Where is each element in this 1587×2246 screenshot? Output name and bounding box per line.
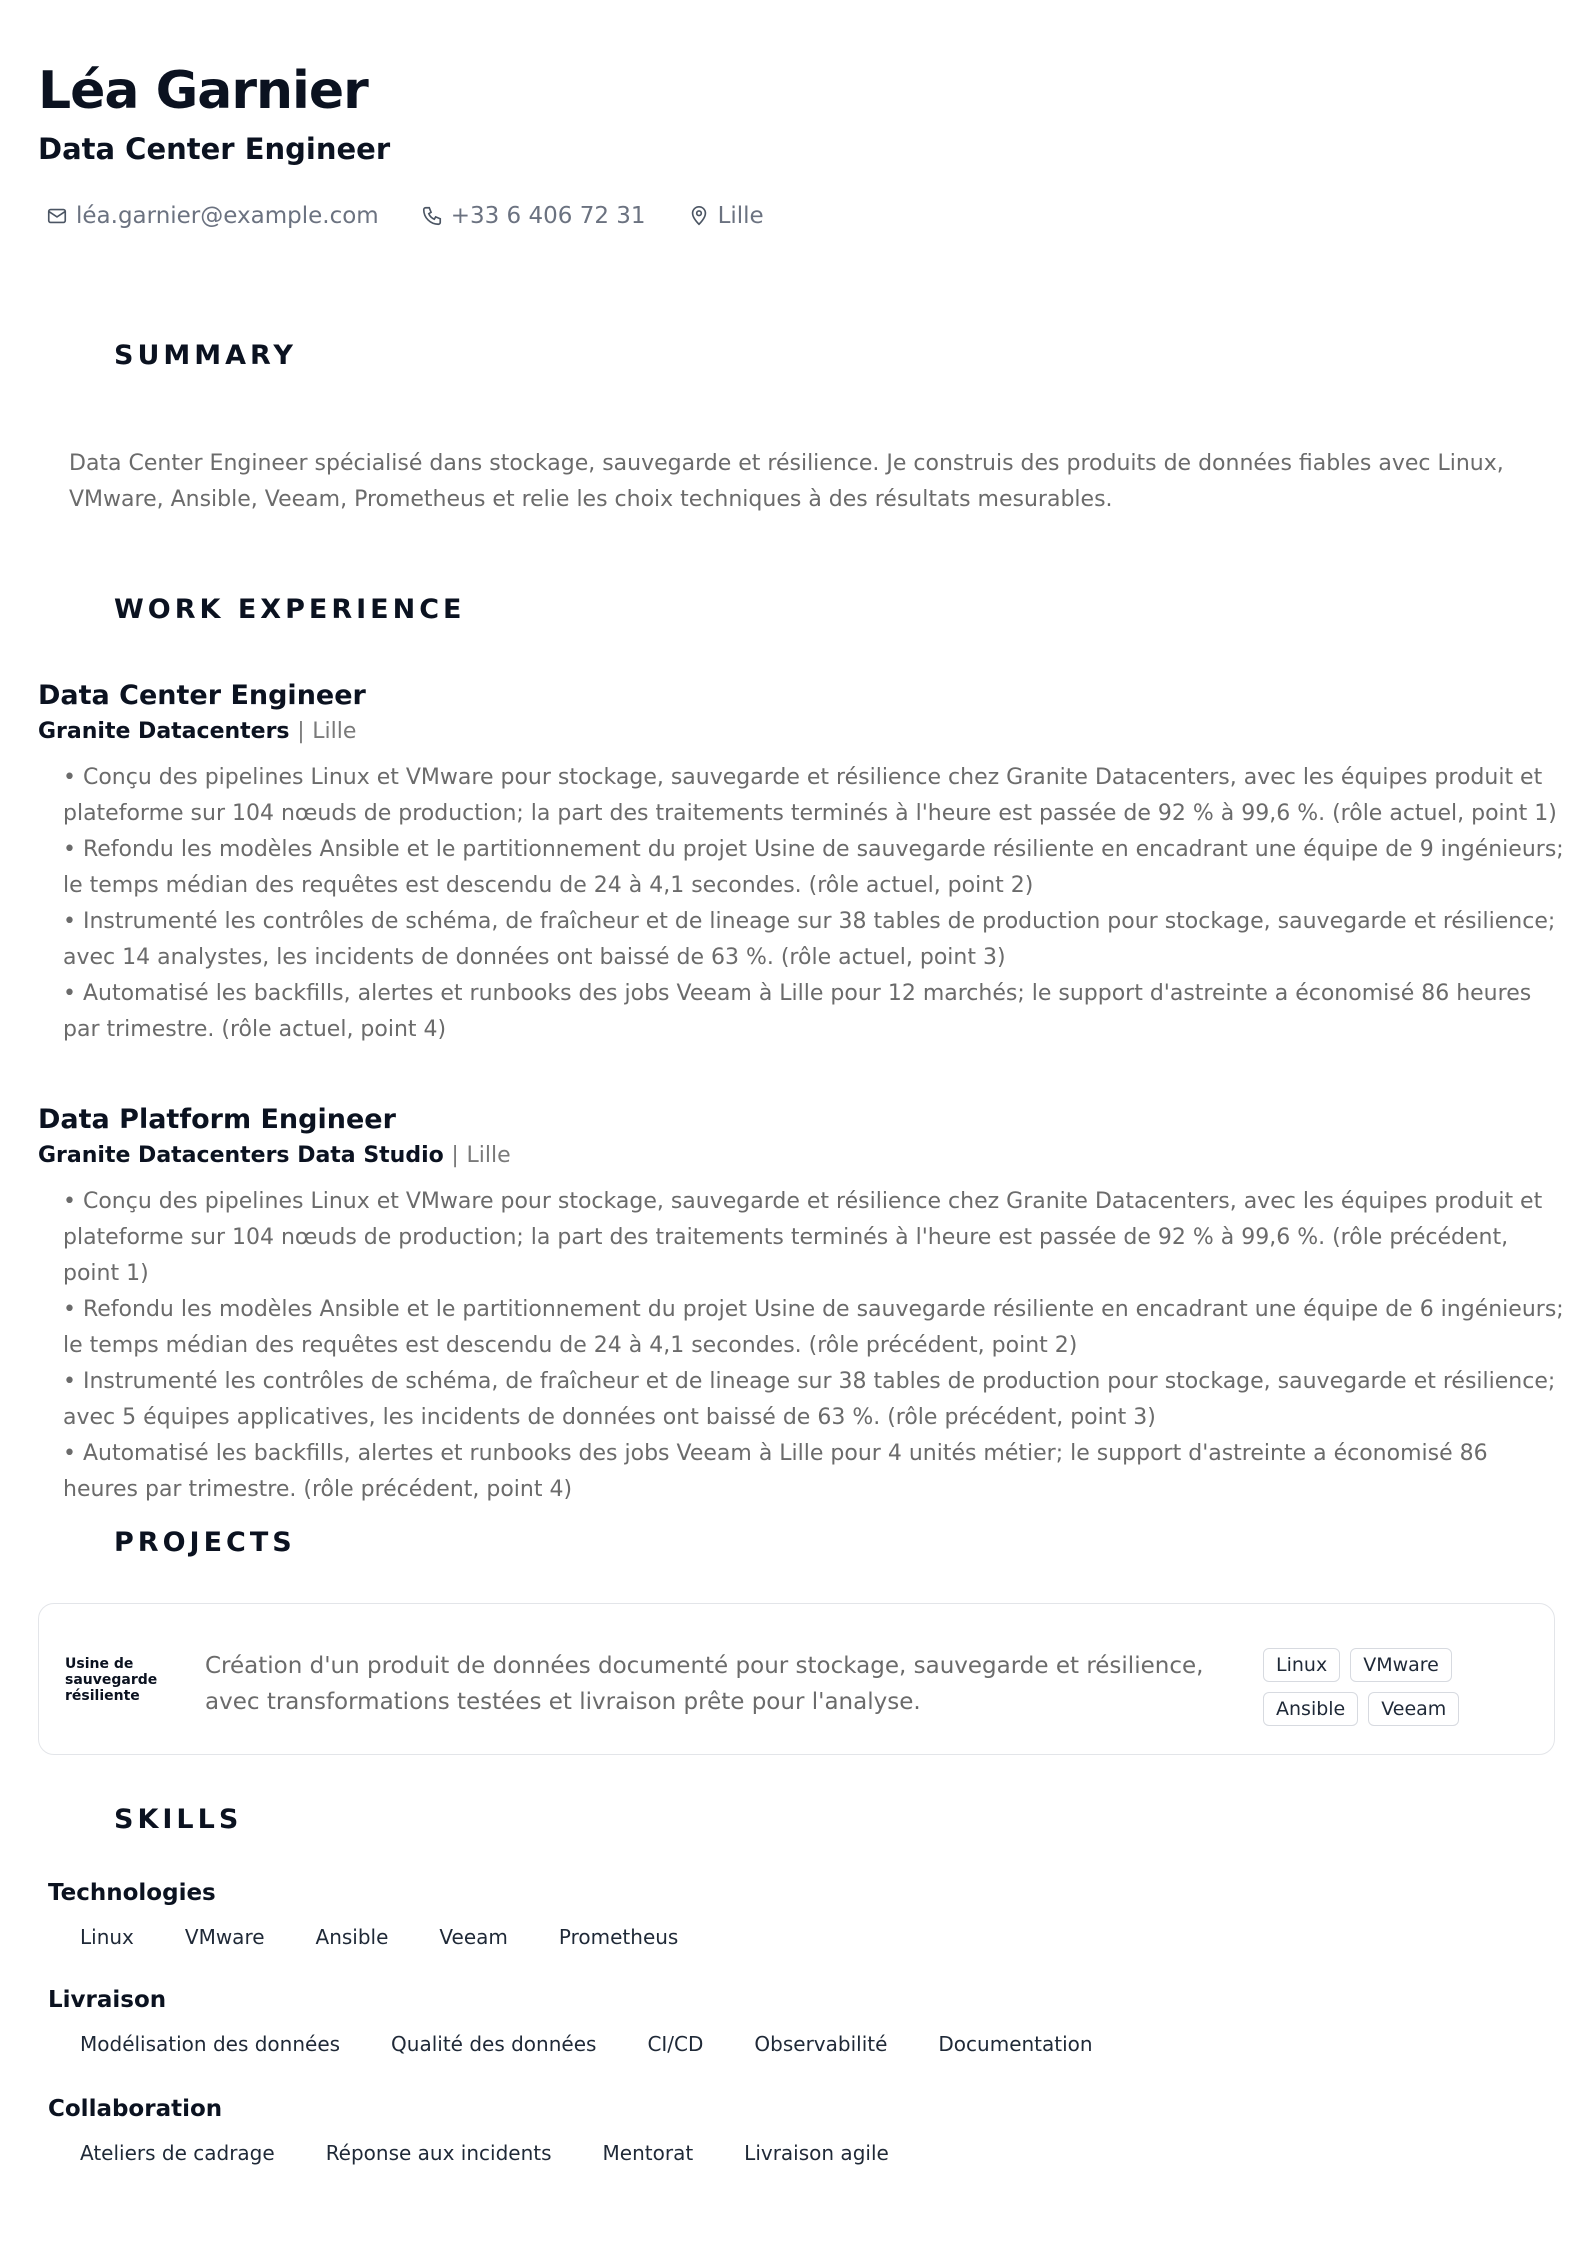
skill-group xyxy=(48,2092,1448,2168)
skill-item: Prometheus xyxy=(558,1925,679,1949)
section-title-skills: SKILLS xyxy=(114,1804,243,1835)
job-bullet: • Refondu les modèles Ansible et le partitionnement du projet Usine de sauvegarde résiliente en encadrant une équipe de 6 ingénieurs; le temps médian des requêtes est descendu de 24 à 4,1 secondes. (rôle précédent, point 2) xyxy=(63,1297,1564,1358)
skill-item: Qualité des données xyxy=(391,2032,597,2056)
candidate-name: Léa Garnier xyxy=(38,61,368,121)
job-bullet: • Conçu des pipelines Linux et VMware pour stockage, sauvegarde et résilience chez Granite Datacenters, avec les équipes produit et plateforme sur 104 nœuds de production; la part des traitements terminés à l'heure est passée de 92 % à 99,6 %. (rôle précédent, point 1) xyxy=(63,1189,1543,1286)
section-title-experience: WORK EXPERIENCE xyxy=(114,594,466,625)
job-bullet: • Refondu les modèles Ansible et le partitionnement du projet Usine de sauvegarde résiliente en encadrant une équipe de 9 ingénieurs; le temps médian des requêtes est descendu de 24 à 4,1 secondes. (rôle actuel, point 2) xyxy=(63,837,1564,898)
separator: | xyxy=(297,719,305,744)
contact-phone-text: +33 6 406 72 31 xyxy=(450,203,646,229)
skill-item: VMware xyxy=(184,1925,265,1949)
contact-bar xyxy=(46,198,764,234)
skill-group-title: Collaboration xyxy=(48,2096,223,2122)
skill-item: Réponse aux incidents xyxy=(325,2141,552,2165)
project-name: Usine de sauvegarde résiliente xyxy=(65,1656,158,1704)
job-company-line xyxy=(38,714,1568,750)
contact-location xyxy=(688,203,764,229)
contact-email[interactable] xyxy=(46,203,379,229)
skill-item: Veeam xyxy=(439,1925,508,1949)
project-tag: VMware xyxy=(1350,1648,1452,1682)
section-title-summary: SUMMARY xyxy=(114,340,297,371)
job-entry xyxy=(38,678,1568,1048)
skill-item: Modélisation des données xyxy=(80,2032,341,2056)
skill-item: Ansible xyxy=(315,1925,389,1949)
location-pin-icon xyxy=(688,205,710,227)
job-location: Lille xyxy=(466,1143,511,1168)
project-tags xyxy=(1263,1648,1523,1726)
skill-group xyxy=(48,1983,1448,2059)
skill-item: Documentation xyxy=(938,2032,1093,2056)
skill-item: Observabilité xyxy=(754,2032,888,2056)
phone-icon xyxy=(421,205,443,227)
contact-phone[interactable] xyxy=(421,203,646,229)
job-entry xyxy=(38,1102,1568,1508)
skill-item: Mentorat xyxy=(602,2141,694,2165)
job-bullets xyxy=(63,760,1568,1048)
project-tag: Linux xyxy=(1263,1648,1340,1682)
separator: | xyxy=(451,1143,459,1168)
job-company: Granite Datacenters Data Studio xyxy=(38,1143,444,1168)
skill-item: Livraison agile xyxy=(744,2141,889,2165)
job-bullet: • Instrumenté les contrôles de schéma, de fraîcheur et de lineage sur 38 tables de production pour stockage, sauvegarde et résilience; avec 14 analystes, les incidents de données ont baissé de 63 %. (rôle actuel, point 3) xyxy=(63,909,1556,970)
skill-items xyxy=(80,1922,1448,1952)
skill-group-title: Livraison xyxy=(48,1987,167,2013)
skill-items xyxy=(80,2138,1448,2168)
skill-items xyxy=(80,2029,1448,2059)
job-bullet: • Automatisé les backfills, alertes et runbooks des jobs Veeam à Lille pour 4 unités métier; le support d'astreinte a économisé 86 heures par trimestre. (rôle précédent, point 4) xyxy=(63,1441,1488,1502)
skill-item: Ateliers de cadrage xyxy=(80,2141,275,2165)
job-company: Granite Datacenters xyxy=(38,719,290,744)
job-location: Lille xyxy=(312,719,357,744)
job-title: Data Platform Engineer xyxy=(38,1104,396,1135)
mail-icon xyxy=(46,205,68,227)
project-card xyxy=(38,1603,1555,1755)
job-company-line xyxy=(38,1138,1568,1174)
job-bullet: • Conçu des pipelines Linux et VMware pour stockage, sauvegarde et résilience chez Granite Datacenters, avec les équipes produit et plateforme sur 104 nœuds de production; la part des traitements terminés à l'heure est passée de 92 % à 99,6 %. (rôle actuel, point 1) xyxy=(63,765,1557,826)
project-description: Création d'un produit de données documenté pour stockage, sauvegarde et résilience, avec transformations testées et livraison prête pour l'analyse. xyxy=(205,1653,1204,1715)
job-bullet: • Automatisé les backfills, alertes et runbooks des jobs Veeam à Lille pour 12 marchés; le support d'astreinte a économisé 86 heures par trimestre. (rôle actuel, point 4) xyxy=(63,981,1532,1042)
contact-email-text: léa.garnier@example.com xyxy=(76,203,379,229)
job-bullet: • Instrumenté les contrôles de schéma, de fraîcheur et de lineage sur 38 tables de production pour stockage, sauvegarde et résilience; avec 5 équipes applicatives, les incidents de données ont baissé de 63 %. (rôle précédent, point 3) xyxy=(63,1369,1556,1430)
summary-text: Data Center Engineer spécialisé dans stockage, sauvegarde et résilience. Je construis des produits de données fiables avec Linux, VMware, Ansible, Veeam, Prometheus et relie les choix techniques à des résultats mesurables. xyxy=(69,451,1504,512)
skill-group xyxy=(48,1876,1448,1952)
section-title-projects: PROJECTS xyxy=(114,1527,296,1558)
skill-group-title: Technologies xyxy=(48,1880,216,1906)
contact-location-text: Lille xyxy=(717,203,764,229)
project-tag: Veeam xyxy=(1368,1692,1459,1726)
job-title: Data Center Engineer xyxy=(38,680,366,711)
skill-item: CI/CD xyxy=(647,2032,704,2056)
job-bullets xyxy=(63,1184,1568,1508)
project-tag: Ansible xyxy=(1263,1692,1358,1726)
skill-item: Linux xyxy=(80,1925,134,1949)
candidate-title: Data Center Engineer xyxy=(38,132,391,166)
